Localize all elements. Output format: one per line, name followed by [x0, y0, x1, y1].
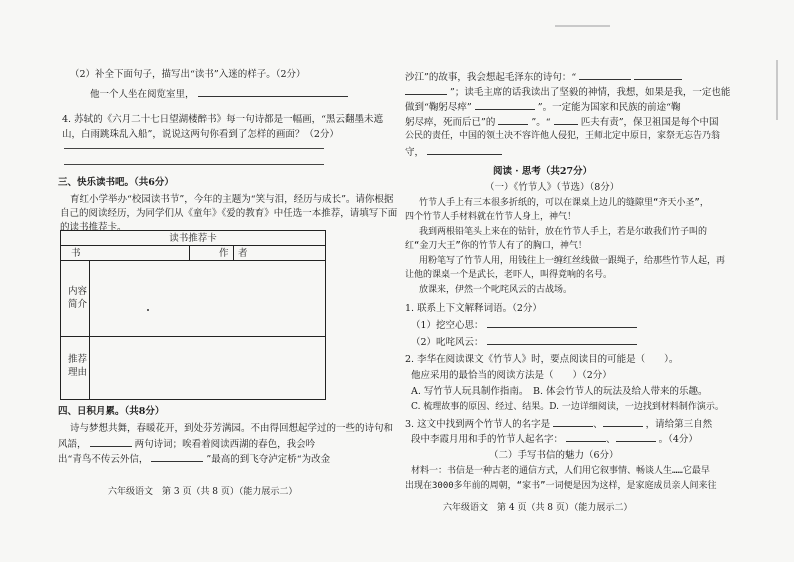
q2-answer-line[interactable] — [198, 87, 348, 97]
section-4-line-2-end: 两句诗词；唉看着阅读西湖的春色，我会吟 — [134, 439, 316, 450]
card-reason-label-2: 理由 — [68, 367, 88, 378]
q2-sentence — [90, 87, 348, 102]
right-top-line-2-text: ”；读毛主席的话我读出了坚毅的神情，我想，如果是我，一定也能 — [450, 87, 731, 98]
q1a — [411, 318, 637, 333]
card-book-label: 书 — [71, 248, 81, 259]
right-top-line-1-text: 沙江”的故事，我会想起毛泽东的诗句：“ — [405, 72, 577, 83]
q3-blank-2[interactable] — [603, 417, 643, 427]
card-book-row — [61, 246, 325, 261]
right-top-line-4b-text: ”。“ — [531, 117, 551, 128]
section-4-line-3 — [58, 452, 330, 467]
q1b-answer-line[interactable] — [487, 335, 637, 345]
section-4-line-2-start: 风語， — [58, 439, 87, 450]
q2-right-line-2: 他应采用的最恰当的阅读方法是（ ）（2分） — [411, 370, 612, 381]
card-divider-author — [233, 246, 234, 260]
q4-answer-line-1[interactable] — [64, 148, 324, 149]
section-4-blank-2[interactable] — [151, 452, 203, 462]
card-intro-label-1: 内容 — [68, 286, 88, 297]
q4-answer-line-2[interactable] — [64, 164, 324, 165]
q3-line-1: 3. 这文中找到两个竹节人的名字是 、 ，请给第三自然 — [405, 419, 713, 430]
card-divider-book — [189, 246, 190, 260]
q3-blank-3[interactable] — [566, 432, 606, 442]
left-page-footer: 六年级语文 第 3 页（共 8 页）（能力展示二） — [108, 487, 298, 497]
passage-line-2: 四个竹节人手材料就在竹节人身上，神气！ — [405, 212, 577, 222]
right-blank-5[interactable] — [498, 115, 528, 125]
scan-mark-right — [776, 60, 778, 120]
sub-1-title: （一）《竹节人》（节选）（8分） — [485, 182, 620, 193]
section-4-title: 四、日积月累。（共8分） — [58, 406, 165, 417]
q3-text: 3. 这文中找到两个竹节人的名字是 — [405, 419, 551, 430]
q3c-text: 段中李霞月用和手的竹节人起名字： — [411, 434, 564, 445]
q1b — [411, 335, 637, 350]
card-speck — [147, 309, 149, 311]
left-page — [52, 0, 398, 562]
q4-line-1: 4. 苏轼的《六月二十七日望湖楼醉书》每一句诗都是一幅画，“黑云翻墨未遮 — [62, 114, 383, 125]
passage-line-1: 竹节人手上有三本很多折纸的，可以在课桌上边儿的缝隙里“齐天小圣”， — [419, 198, 709, 208]
material-line-2: 出现在3000多年前的周朝，“家书”一词便是因为这样，是家庭成员亲人间来往 — [405, 481, 717, 491]
q2-prompt: （2）补全下面句子，描写出“读书”入迷的样子。（2分） — [70, 69, 306, 80]
section-3-title: 三、快乐读书吧。（共6分） — [58, 177, 174, 188]
q4-line-2: 山，白雨跳珠乱入船”，说说这两句你看到了怎样的画面？（2分） — [62, 129, 339, 140]
right-top-line-5: 公民的责任，中国的领土决不容许他人侵犯，王师北定中原日，家祭无忘告乃翁 — [405, 131, 721, 141]
card-intro-row[interactable] — [61, 261, 325, 337]
right-top-line-6 — [405, 145, 502, 160]
sub-2-title: （二）手写书信的魅力（6分） — [489, 450, 619, 461]
card-reason-label-1: 推荐 — [68, 354, 88, 365]
q2-option-c-d[interactable]: C. 梳理故事的原因、经过、结果。D. 一边详细阅读，一边找到材料制作演示。 — [411, 402, 724, 412]
section-4-line-3-start: 出“青鸟不传云外信， — [58, 454, 149, 465]
right-page-footer: 六年级语文 第 4 页（共 8 页）（能力展示二） — [443, 503, 633, 513]
section-4-line-2 — [58, 437, 315, 452]
right-top-line-3b-text: ”。一定能为国家和民族的前途“鞠 — [537, 102, 681, 113]
reading-section-title: 阅读 · 思考（共27分） — [493, 166, 593, 177]
right-top-line-3 — [405, 100, 681, 115]
section-3-line-2: 自己的阅读经历，为同学们从《童年》《爱的教育》中任选一本推荐，请填写下面 — [60, 208, 398, 219]
section-3-line-1: 育红小学举办“校园读书节”，今年的主题为“笑与泪，经历与成长”。请你根据 — [70, 194, 394, 205]
right-top-line-1 — [405, 70, 682, 85]
right-top-line-3-text: 做到“鞠躬尽瘁” — [405, 102, 472, 113]
q2-right-prompt: 2. 李华在阅读课文《竹节人》时，要点阅读目的可能是（ ）。 — [405, 354, 679, 365]
q3-line-2: 段中李霞月用和手的竹节人起名字： 、 。（4分） — [411, 434, 698, 445]
q1-prompt: 1. 联系上下文解释词语。（2分） — [405, 303, 542, 314]
q3-blank-4[interactable] — [616, 432, 656, 442]
section-4-line-3-end: ”最高的到飞夺泸定桥“为改金 — [206, 454, 331, 465]
right-top-line-4 — [405, 115, 719, 130]
q2-option-b[interactable]: B. 体会竹节人的玩法及给人带来的乐趣。 — [533, 386, 708, 397]
q1b-text: （2）叱咤风云： — [411, 337, 484, 348]
right-top-line-2 — [405, 85, 730, 100]
passage-line-4: 红“金刀大王”你的竹节人有了的胸口，神气！ — [405, 241, 587, 251]
passage-line-7: 放课来，伊然一个叱咤风云的古战场。 — [419, 285, 573, 295]
q1a-answer-line[interactable] — [487, 318, 637, 328]
q3-blank-1[interactable] — [553, 417, 593, 427]
right-top-line-4c-text: 匹夫有责”，保卫祖国是每个中国 — [580, 117, 719, 128]
material-line-1: 材料一：书信是一种古老的通信方式，人们用它叙事情、畅谈人生……它最早 — [411, 466, 710, 476]
right-blank-7[interactable] — [427, 145, 502, 155]
right-page — [405, 0, 731, 562]
right-top-line-4-text: 躬尽瘁，死而后已”的 — [405, 117, 496, 128]
section-3-line-3: 的读书推荐卡。 — [60, 222, 127, 233]
q2-prefix: 他一个人坐在阅览室里， — [90, 89, 195, 100]
section-4-line-1: 诗与梦想共舞，春暖花开，到处芬芳满园。不由得回想起学过的一些的诗句和 — [70, 423, 394, 434]
q1a-text: （1）挖空心思： — [411, 320, 484, 331]
reading-recommendation-card — [60, 230, 326, 400]
q3b-text: ，请给第三自然 — [645, 419, 713, 430]
q3d-text: 。（4分） — [658, 434, 698, 445]
passage-line-5: 用粉笔写了竹节人用，用钱往上一缠红丝线做一跟绳子，给那些竹节人起，再 — [419, 256, 726, 266]
card-author-label: 作 者 — [219, 248, 248, 259]
right-blank-1[interactable] — [579, 70, 631, 80]
right-blank-3[interactable] — [405, 85, 447, 95]
card-reason-row[interactable] — [61, 337, 325, 399]
right-blank-2[interactable] — [634, 70, 682, 80]
passage-line-3: 我到两根铅笔头上来在的钻针，放在竹节人手上，若是尔敢我们竹子叫的 — [419, 227, 708, 237]
card-intro-label-2: 简介 — [68, 299, 88, 310]
card-title-row — [61, 231, 325, 246]
passage-line-6: 让他的课桌一个是武长，老吓人，叫得竟响的名号。 — [405, 270, 613, 280]
section-4-blank-1[interactable] — [90, 437, 132, 447]
right-blank-6[interactable] — [554, 115, 578, 125]
q2-option-a[interactable]: A. 写竹节人玩具制作指南。 — [411, 386, 529, 397]
card-title: 读书推荐卡 — [169, 233, 217, 244]
right-blank-4[interactable] — [475, 100, 535, 110]
right-top-line-6-text: 守， — [405, 147, 425, 158]
